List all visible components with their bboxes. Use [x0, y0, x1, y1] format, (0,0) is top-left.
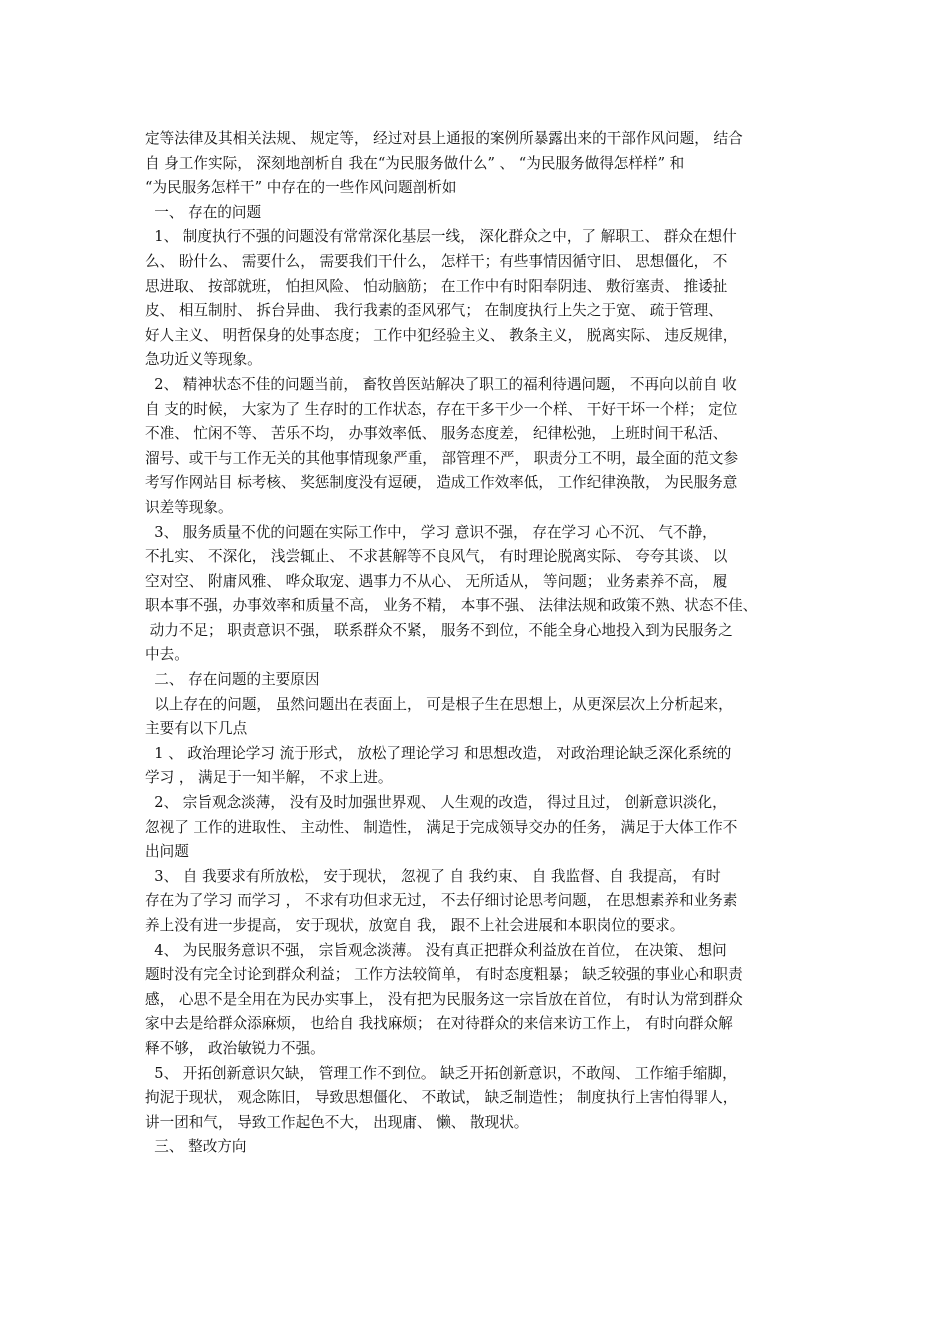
text-line: 1 、 政治理论学习 流于形式， 放松了理论学习 和思想改造， 对政治理论缺乏深化系统的 — [145, 744, 732, 762]
text-line: 2、 宗旨观念淡薄， 没有及时加强世界观、 人生观的改造， 得过且过， 创新意识淡化， — [145, 794, 727, 812]
section-heading: 三、 整改方向 — [145, 1138, 247, 1156]
text-line: 定等法律及其相关法规、 规定等， 经过对县上通报的案例所暴露出来的干部作风问题， 结合 — [145, 130, 743, 147]
text-line: 好人主义、 明哲保身的处事态度； 工作中犯经验主义、 教条主义， 脱离实际、 违反规律， — [145, 326, 738, 344]
document-body — [145, 127, 817, 1160]
text-line: 急功近义等现象。 — [145, 351, 262, 369]
text-line: 么、 盼什么、 需要什么， 需要我们干什么， 怎样干；有些事情因循守旧、 思想僵化， 不 — [145, 252, 728, 270]
text-line: “为民服务怎样干” 中存在的一些作风问题剖析如 — [145, 179, 457, 197]
text-line: 自 支的时候， 大家为了 生存时的工作状态，存在干多干少一个样、 干好干坏一个样； 定位 — [145, 400, 738, 418]
text-line: 不准、 忙闲不等、 苦乐不均， 办事效率低、 服务态度差， 纪律松弛， 上班时间干私活、 — [145, 425, 728, 443]
text-line: 皮、 相互制肘、 拆台异曲、 我行我素的歪风邪气； 在制度执行上失之于宽、 疏于管理、 — [145, 302, 723, 320]
text-line: 5、 开拓创新意识欠缺， 管理工作不到位。 缺乏开拓创新意识，不敢闯、 工作缩手缩脚， — [145, 1064, 737, 1082]
text-line: 识差等现象。 — [145, 498, 233, 516]
text-line: 不扎实、 不深化， 浅尝辄止、 不求甚解等不良风气， 有时理论脱离实际、 夸夸其谈、 以 — [145, 548, 728, 566]
section-heading: 二、 存在问题的主要原因 — [145, 671, 320, 689]
text-line: 溜号、或干与工作无关的其他事情现象严重， 部管理不严， 职责分工不明，最全面的范文参 — [145, 449, 739, 467]
text-line: 2、 精神状态不佳的问题当前， 畜牧兽医站解决了职工的福利待遇问题， 不再向以前自 收 — [145, 375, 737, 393]
text-line: 拘泥于现状， 观念陈旧， 导致思想僵化、 不敢试， 缺乏制造性； 制度执行上害怕得罪人， — [145, 1089, 738, 1107]
text-line: 职本事不强，办事效率和质量不高， 业务不精， 本事不强、 法律法规和政策不熟、状态不佳、 — [145, 597, 758, 615]
text-line: 养上没有进一步提高， 安于现状，放宽自 我， 跟不上社会进展和本职岗位的要求。 — [145, 917, 685, 934]
section-heading: 一、 存在的问题 — [145, 203, 262, 221]
text-line: 家中去是给群众添麻烦， 也给自 我找麻烦； 在对待群众的来信来访工作上， 有时向群众解 — [145, 1015, 733, 1033]
text-line: 忽视了 工作的进取性、 主动性、 制造性， 满足于完成领导交办的任务， 满足于大体工作不 — [145, 818, 738, 836]
text-line: 4、 为民服务意识不强， 宗旨观念淡薄。 没有真正把群众利益放在首位， 在决策、 想问 — [145, 941, 727, 959]
text-line: 中去。 — [145, 646, 189, 664]
text-line: 出问题 — [145, 843, 189, 861]
text-line: 主要有以下几点 — [145, 720, 248, 738]
text-line: 空对空、 附庸风雅、 哗众取宠、遇事力不从心、 无所适从， 等问题； 业务素养不高， 履 — [145, 572, 728, 590]
text-line: 讲一团和气， 导致工作起色不大， 出现庸、 懒、 散现状。 — [145, 1113, 529, 1131]
text-line: 存在为了学习 而学习 ， 不求有功但求无过， 不去仔细讨论思考问题， 在思想素养和业务素 — [145, 892, 738, 910]
text-line: 思进取、 按部就班， 怕担风险、 怕动脑筋； 在工作中有时阳奉阴违、 敷衍塞责、 推诿扯 — [145, 277, 728, 295]
text-line: 释不够， 政治敏锐力不强。 — [145, 1039, 325, 1057]
text-line: 3、 服务质量不优的问题在实际工作中， 学习 意识不强， 存在学习 心不沉、 气不静， — [145, 523, 717, 541]
text-line: 以上存在的问题， 虽然问题出在表面上， 可是根子生在思想上，从更深层次上分析起来， — [145, 695, 733, 713]
text-line: 考写作网站目 标考核、 奖惩制度没有逗硬， 造成工作效率低， 工作纪律涣散， 为民服务意 — [145, 474, 738, 492]
text-line: 动力不足； 职责意识不强， 联系群众不紧， 服务不到位，不能全身心地投入到为民服务之 — [145, 621, 733, 639]
text-line: 1、 制度执行不强的问题没有常常深化基层一线， 深化群众之中，了 解职工、 群众在想什 — [145, 228, 737, 246]
text-line: 感， 心思不是全用在为民办实事上， 没有把为民服务这一宗旨放在首位， 有时认为常到群众 — [145, 990, 743, 1008]
text-line: 题时没有完全讨论到群众利益； 工作方法较简单， 有时态度粗暴； 缺乏较强的事业心和职责 — [145, 966, 743, 984]
text-line: 3、 自 我要求有所放松， 安于现状， 忽视了 自 我约束、 自 我监督、自 我提高， 有时 — [145, 867, 721, 885]
text-line: 学习 ， 满足于一知半解， 不求上进。 — [145, 769, 393, 787]
text-line: 自 身工作实际， 深刻地剖析自 我在“为民服务做什么” 、 “为民服务做得怎样样” 和 — [145, 154, 685, 172]
